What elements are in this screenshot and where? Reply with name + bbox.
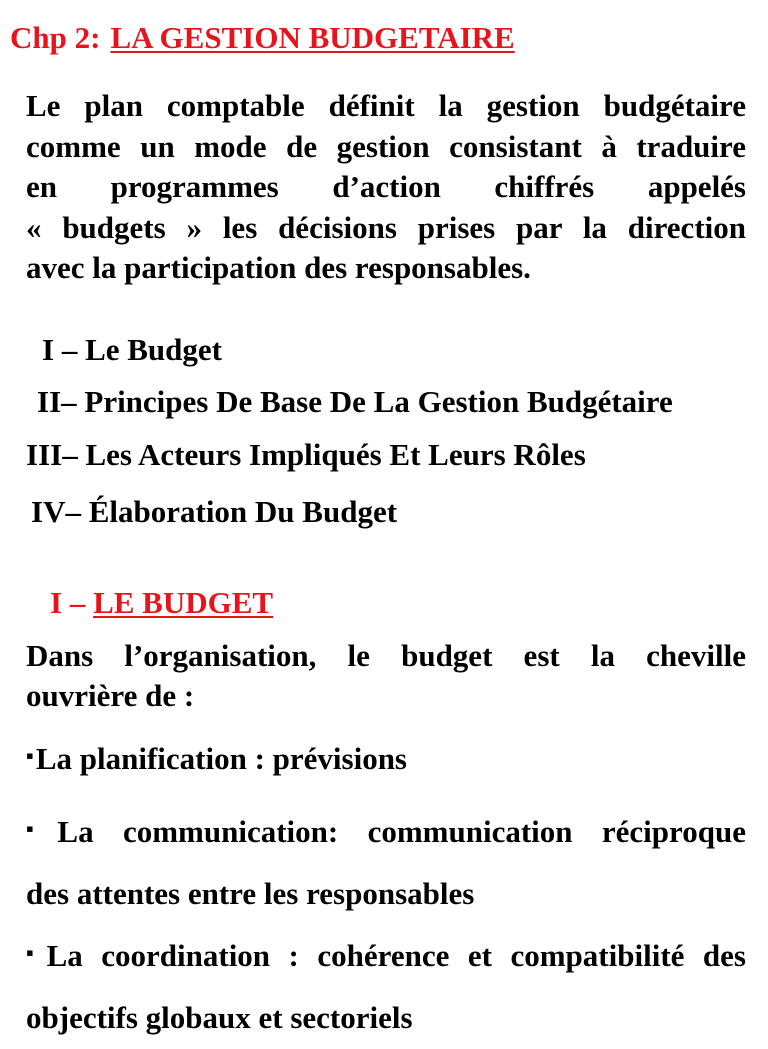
intro-line: avec la participation des responsables. [26, 250, 531, 285]
intro-line: en programmes d’action chiffrés appelés [26, 169, 746, 204]
intro-line: « budgets » les décisions prises par la direction [26, 209, 746, 245]
square-bullet-icon: ▪ [26, 743, 34, 768]
budget-paragraph [26, 636, 746, 716]
chapter-prefix: Chp 2: [10, 20, 101, 55]
toc-item-acteurs: III– Les Acteurs Impliqués Et Leurs Rôles [26, 437, 586, 472]
bullet-text: des attentes entre les responsables [26, 876, 475, 911]
toc-item-elaboration: IV– Élaboration Du Budget [31, 494, 398, 529]
square-bullet-icon: ▪ [26, 940, 45, 965]
bullet-item-communication [26, 798, 746, 925]
section-label: LE BUDGET [93, 585, 274, 620]
bullet-text: La planification : prévisions [35, 741, 407, 776]
paragraph-line: Dans l’organisation, le budget est la cheville [26, 638, 746, 673]
chapter-heading [10, 18, 515, 58]
section-heading [50, 583, 273, 623]
section-prefix: I – [50, 585, 94, 620]
toc-item-principes: II– Principes De Base De La Gestion Budgétaire [37, 384, 673, 419]
toc-item-budget: I – Le Budget [42, 332, 222, 367]
intro-line: comme un mode de gestion consistant à traduire [26, 128, 746, 164]
bullet-item-coordination [26, 922, 746, 1049]
intro-line: Le plan comptable définit la gestion budgétaire [26, 88, 746, 123]
intro-paragraph [26, 86, 746, 289]
square-bullet-icon: ▪ [26, 816, 56, 841]
bullet-item-planification [26, 736, 746, 779]
chapter-title: LA GESTION BUDGETAIRE [110, 20, 515, 55]
bullet-text: La communication: communication réciproque [57, 814, 746, 849]
bullet-text: La coordination : cohérence et compatibilité des [46, 938, 746, 973]
bullet-text: objectifs globaux et sectoriels [26, 1000, 413, 1035]
paragraph-line: ouvrière de : [26, 678, 195, 713]
